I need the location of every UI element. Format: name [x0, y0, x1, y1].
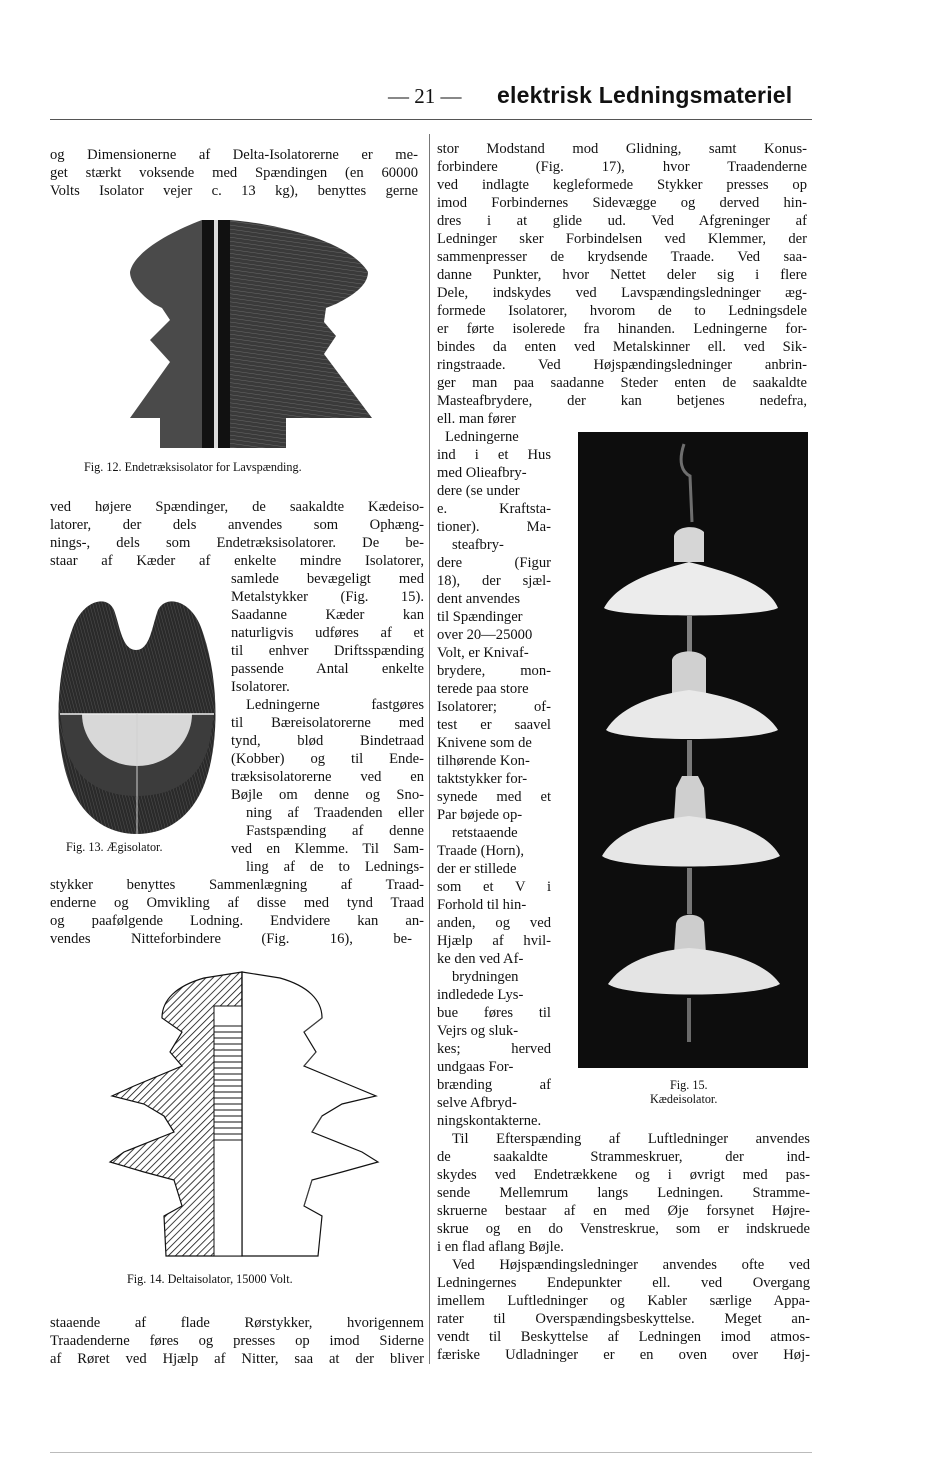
- text-line: skruerne bestaar af en med Øje forsynet Højre-: [437, 1203, 810, 1219]
- text-line: Ledningernes Endepunkter ell. ved Overgang: [437, 1275, 810, 1291]
- fig12-endtraeksisolator-image: [110, 212, 382, 456]
- text-line: Fastspænding af denne: [246, 823, 424, 839]
- text-line: Masteafbrydere, der kan betjenes nedefra,: [437, 393, 807, 409]
- text-line: de saakaldte Strammeskruer, der ind-: [437, 1149, 810, 1165]
- text-line: brydere, mon-: [437, 663, 551, 679]
- text-line: synede med et: [437, 789, 551, 805]
- text-line: sende Mellemrum langs Ledningen. Stramme-: [437, 1185, 810, 1201]
- text-line: til Spændinger: [437, 609, 523, 625]
- text-line: med Olieafbry-: [437, 465, 527, 481]
- fig15-kaedeisolator-photo: [578, 432, 808, 1068]
- text-line: taktstykker for-: [437, 771, 528, 787]
- text-line: som et V i: [437, 879, 551, 895]
- text-line: enderne og Omvikling af disse med tynd Traad: [50, 895, 424, 911]
- text-line: træksisolatorerne ved en: [231, 769, 424, 785]
- text-line: staaende af flade Rørstykker, hvorigennem: [50, 1315, 424, 1331]
- text-line: get stærkt voksende med Spændingen (en 60000: [50, 165, 418, 181]
- fig14-deltaisolator-image: [104, 966, 386, 1264]
- page-number: — 21 —: [388, 84, 462, 108]
- text-line: ningskontakterne.: [437, 1113, 542, 1129]
- text-line: ind i et Hus: [437, 447, 551, 463]
- text-line: bindes da enten ved Metalskinner ell. ved Sik-: [437, 339, 807, 355]
- text-line: ger man paa saadanne Steder enten de saakaldte: [437, 375, 807, 391]
- text-line: vendes Nitteforbindere (Fig. 16), be-: [50, 931, 412, 947]
- text-line: skrue og en do Venstreskrue, som er indskruede: [437, 1221, 810, 1237]
- text-line: Vejrs og sluk-: [437, 1023, 519, 1039]
- text-line: samlede bevægeligt med: [231, 571, 424, 587]
- text-line: latorer, der dels anvendes som Ophæng-: [50, 517, 424, 533]
- text-line: Ledningerne: [445, 429, 519, 445]
- text-line: dent anvendes: [437, 591, 521, 607]
- text-line: Dele, indskydes ved Lavspændingsledninger æg-: [437, 285, 807, 301]
- text-line: tioner). Ma-: [437, 519, 551, 535]
- text-line: Ledningerne fastgøres: [246, 697, 424, 713]
- text-line: dere (se under: [437, 483, 520, 499]
- text-line: Par bøjede op-: [437, 807, 523, 823]
- text-line: brænding af: [437, 1077, 551, 1093]
- text-line: ved en Klemme. Til Sam-: [231, 841, 424, 857]
- text-line: brydningen: [452, 969, 519, 985]
- fig14-caption: Fig. 14. Deltaisolator, 15000 Volt.: [127, 1272, 293, 1286]
- text-line: Saadanne Kæder kan: [231, 607, 424, 623]
- text-line: imod Forbindernes Sidevægge og derved hin-: [437, 195, 807, 211]
- text-line: dres i at glide ud. Ved Afgreninger af: [437, 213, 807, 229]
- text-line: naturligvis udføres af et: [231, 625, 424, 641]
- text-line: ringstraade. Ved Højspændingsledninger anbrin-: [437, 357, 807, 373]
- text-line: ved højere Spændinger, de saakaldte Kædeiso-: [50, 499, 424, 515]
- text-line: dere (Figur: [437, 555, 551, 571]
- text-line: test er saavel: [437, 717, 551, 733]
- text-line: over 20—25000: [437, 627, 533, 643]
- text-line: Ledninger sker Forbindelsen ved Klemmer, der: [437, 231, 807, 247]
- text-line: nings-, dels som Endetræksisolatorer. De be-: [50, 535, 424, 551]
- text-line: indledede Lys-: [437, 987, 524, 1003]
- column-divider: [429, 134, 430, 1364]
- fig13-aegisolator-image: [52, 590, 222, 836]
- text-line: Forhold til hin-: [437, 897, 527, 913]
- text-line: danne Punkter, hvor Nettet deler sig i flere: [437, 267, 807, 283]
- text-line: i en flad aflang Bøjle.: [437, 1239, 564, 1255]
- text-line: e. Kraftsta-: [437, 501, 551, 517]
- text-line: sammenpresser de krydsende Traade. Ved saa-: [437, 249, 807, 265]
- text-line: 18), der sjæl-: [437, 573, 551, 589]
- text-line: bue føres til: [437, 1005, 551, 1021]
- fig12-caption: Fig. 12. Endetræksisolator for Lavspænding.: [84, 460, 302, 474]
- text-line: undgaas For-: [437, 1059, 514, 1075]
- text-line: til enhver Driftsspænding: [231, 643, 424, 659]
- text-line: tynd, blød Bindetraad: [231, 733, 424, 749]
- bottom-scan-edge: [50, 1452, 812, 1453]
- text-line: til Bæreisolatorerne med: [231, 715, 424, 731]
- text-line: Metalstykker (Fig. 15).: [231, 589, 424, 605]
- text-line: forbindere (Fig. 17), hvor Traadenderne: [437, 159, 807, 175]
- text-line: ning af Traadenden eller: [246, 805, 424, 821]
- text-line: Ved Højspændingsledninger anvendes ofte ved: [452, 1257, 810, 1273]
- text-line: og paafølgende Lodning. Endvidere kan an-: [50, 913, 424, 929]
- text-line: Isolatorer.: [231, 679, 290, 695]
- text-line: Traade (Horn),: [437, 843, 524, 859]
- text-line: Isolatorer; of-: [437, 699, 551, 715]
- text-line: (Kobber) og til Ende-: [231, 751, 424, 767]
- text-line: imellem Luftledninger og Kabler særlige Appa-: [437, 1293, 810, 1309]
- text-line: og Dimensionerne af Delta-Isolatorerne er me-: [50, 147, 418, 163]
- text-line: er førte isolerede fra hinanden. Ledningerne for-: [437, 321, 807, 337]
- text-line: anden, og ved: [437, 915, 551, 931]
- text-line: skydes ved Endetrækkene og i øvrigt med pas-: [437, 1167, 810, 1183]
- text-line: staar af Kæder af enkelte mindre Isolatorer,: [50, 553, 424, 569]
- text-line: retstaaende: [452, 825, 518, 841]
- text-line: ke den ved Af-: [437, 951, 524, 967]
- text-line: Traadenderne føres og presses op imod Siderne: [50, 1333, 424, 1349]
- text-line: Knivene som de: [437, 735, 532, 751]
- fig15-caption-text: Kædeisolator.: [650, 1092, 718, 1106]
- text-line: stor Modstand mod Glidning, samt Konus-: [437, 141, 807, 157]
- text-line: ved indlagte kegleformede Stykker presses op: [437, 177, 807, 193]
- header-rule: [50, 119, 812, 120]
- text-line: kes; herved: [437, 1041, 551, 1057]
- text-line: formede Isolatorer, hvorom de to Ledningsdele: [437, 303, 807, 319]
- text-line: steafbry-: [452, 537, 504, 553]
- text-line: Til Efterspænding af Luftledninger anvendes: [452, 1131, 810, 1147]
- text-line: Bøjle om denne og Sno-: [231, 787, 424, 803]
- text-line: der er stillede: [437, 861, 517, 877]
- text-line: ling af de to Lednings-: [246, 859, 424, 875]
- text-line: vendt til Beskyttelse af Ledningen imod atmos-: [437, 1329, 810, 1345]
- text-line: Hjælp af hvil-: [437, 933, 551, 949]
- text-line: ell. man fører: [437, 411, 517, 427]
- text-line: Volts Isolator vejer c. 13 kg), benyttes gerne: [50, 183, 418, 199]
- fig15-caption-number: Fig. 15.: [670, 1078, 708, 1092]
- fig13-caption: Fig. 13. Ægisolator.: [66, 840, 163, 854]
- running-title: elektrisk Ledningsmateriel: [497, 82, 793, 108]
- text-line: af Røret ved Hjælp af Nitter, saa at der bliver: [50, 1351, 424, 1367]
- text-line: færiske Udladninger er en oven over Høj-: [437, 1347, 810, 1363]
- text-line: stykker benyttes Sammenlægning af Traad-: [50, 877, 424, 893]
- text-line: tilhørende Kon-: [437, 753, 530, 769]
- text-line: rater til Overspændingsbeskyttelse. Meget an-: [437, 1311, 810, 1327]
- text-line: Volt, er Knivaf-: [437, 645, 529, 661]
- text-line: terede paa store: [437, 681, 529, 697]
- text-line: passende Antal enkelte: [231, 661, 424, 677]
- text-line: selve Afbryd-: [437, 1095, 517, 1111]
